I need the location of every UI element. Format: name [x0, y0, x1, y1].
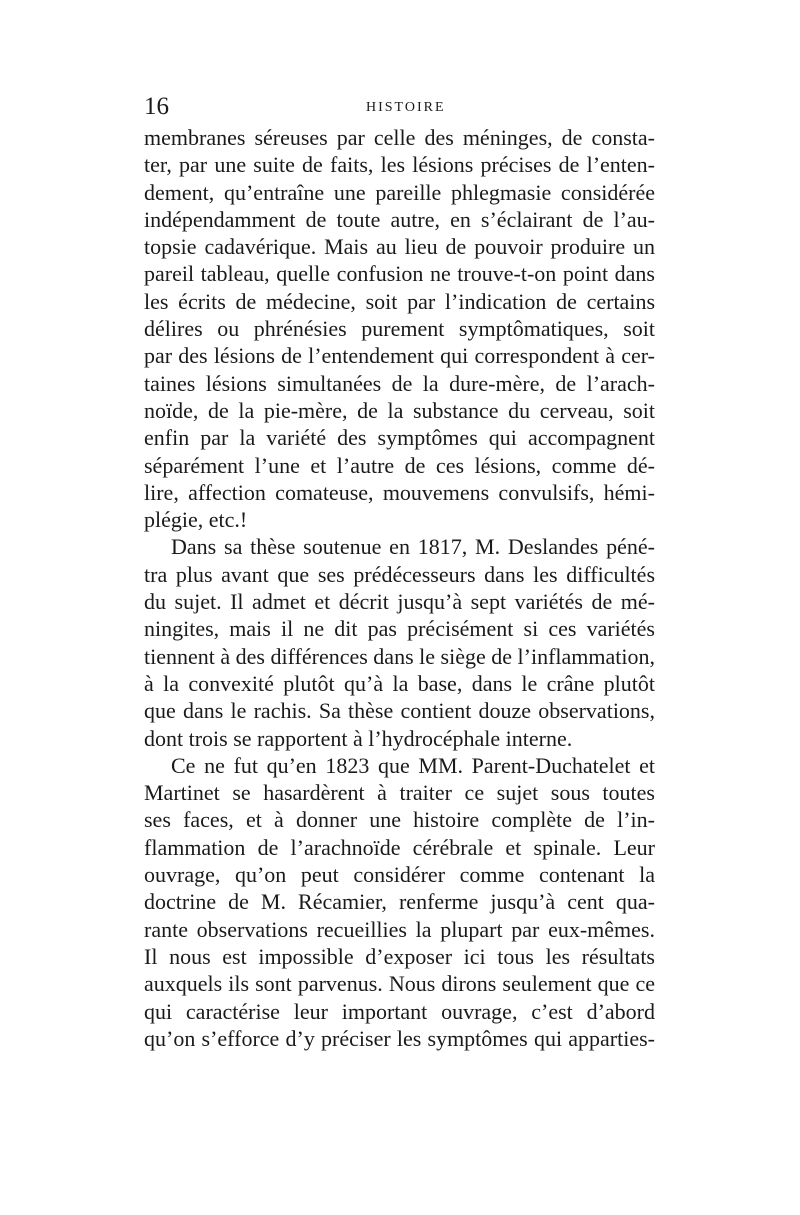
text-line: tra plus avant que ses prédécesseurs dans les difficultés: [144, 561, 655, 587]
text-line: lire, affection comateuse, mouvemens convulsifs, hémi-: [144, 479, 655, 505]
text-line: que dans le rachis. Sa thèse contient douze observations,: [144, 698, 655, 724]
text-line: doctrine de M. Récamier, renferme jusqu’à cent qua-: [144, 889, 655, 915]
text-line: ouvrage, qu’on peut considérer comme contenant la: [144, 862, 655, 888]
text-line: enfin par la variété des symptômes qui accompagnent: [144, 425, 655, 451]
text-line: Dans sa thèse soutenue en 1817, M. Deslandes péné-: [171, 534, 655, 560]
text-line: séparément l’une et l’autre de ces lésions, comme dé-: [144, 452, 655, 478]
text-line: auxquels ils sont parvenus. Nous dirons seulement que ce: [144, 971, 655, 997]
text-line: plégie, etc.!: [144, 507, 248, 533]
text-line: qui caractérise leur important ouvrage, c’est d’abord: [144, 998, 655, 1024]
body-text: [144, 124, 655, 1052]
text-line: par des lésions de l’entendement qui correspondent à cer-: [144, 343, 655, 369]
text-line: du sujet. Il admet et décrit jusqu’à sept variétés de mé-: [144, 589, 655, 615]
text-line: qu’on s’efforce d’y préciser les symptômes qui apparties-: [144, 1025, 655, 1051]
text-line: à la convexité plutôt qu’à la base, dans le crâne plutôt: [144, 670, 655, 696]
text-line: rante observations recueillies la plupart par eux-mêmes.: [144, 916, 655, 942]
page-number: 16: [144, 93, 169, 120]
text-line: les écrits de médecine, soit par l’indication de certains: [144, 288, 655, 314]
running-head: [144, 92, 664, 122]
text-line: ter, par une suite de faits, les lésions précises de l’enten-: [144, 152, 655, 178]
text-line: membranes séreuses par celle des méninges, de consta-: [144, 125, 655, 150]
text-line: taines lésions simultanées de la dure-mère, de l’arach-: [144, 370, 655, 396]
text-line: noïde, de la pie-mère, de la substance du cerveau, soit: [144, 397, 655, 423]
text-line: tiennent à des différences dans le siège de l’inflammation,: [144, 643, 655, 669]
text-line: Il nous est impossible d’exposer ici tous les résultats: [144, 943, 655, 969]
text-line: délires ou phrénésies purement symptômatiques, soit: [144, 316, 655, 342]
text-line: pareil tableau, quelle confusion ne trouve-t-on point dans: [144, 261, 655, 287]
text-line: Martinet se hasardèrent à traiter ce sujet sous toutes: [144, 780, 655, 806]
text-line: dement, qu’entraîne une pareille phlegmasie considérée: [144, 179, 655, 205]
text-line: flammation de l’arachnoïde cérébrale et spinale. Leur: [144, 834, 655, 860]
text-line: ses faces, et à donner une histoire complète de l’in-: [144, 807, 655, 833]
running-title: HISTOIRE: [366, 100, 446, 115]
text-line: ningites, mais il ne dit pas précisément si ces variétés: [144, 616, 655, 642]
text-line: dont trois se rapportent à l’hydrocéphale interne.: [144, 725, 573, 751]
text-line: Ce ne fut qu’en 1823 que MM. Parent-Duchatelet et: [171, 752, 655, 778]
text-line: indépendamment de toute autre, en s’éclairant de l’au-: [144, 206, 655, 232]
text-line: topsie cadavérique. Mais au lieu de pouvoir produire un: [144, 234, 655, 260]
